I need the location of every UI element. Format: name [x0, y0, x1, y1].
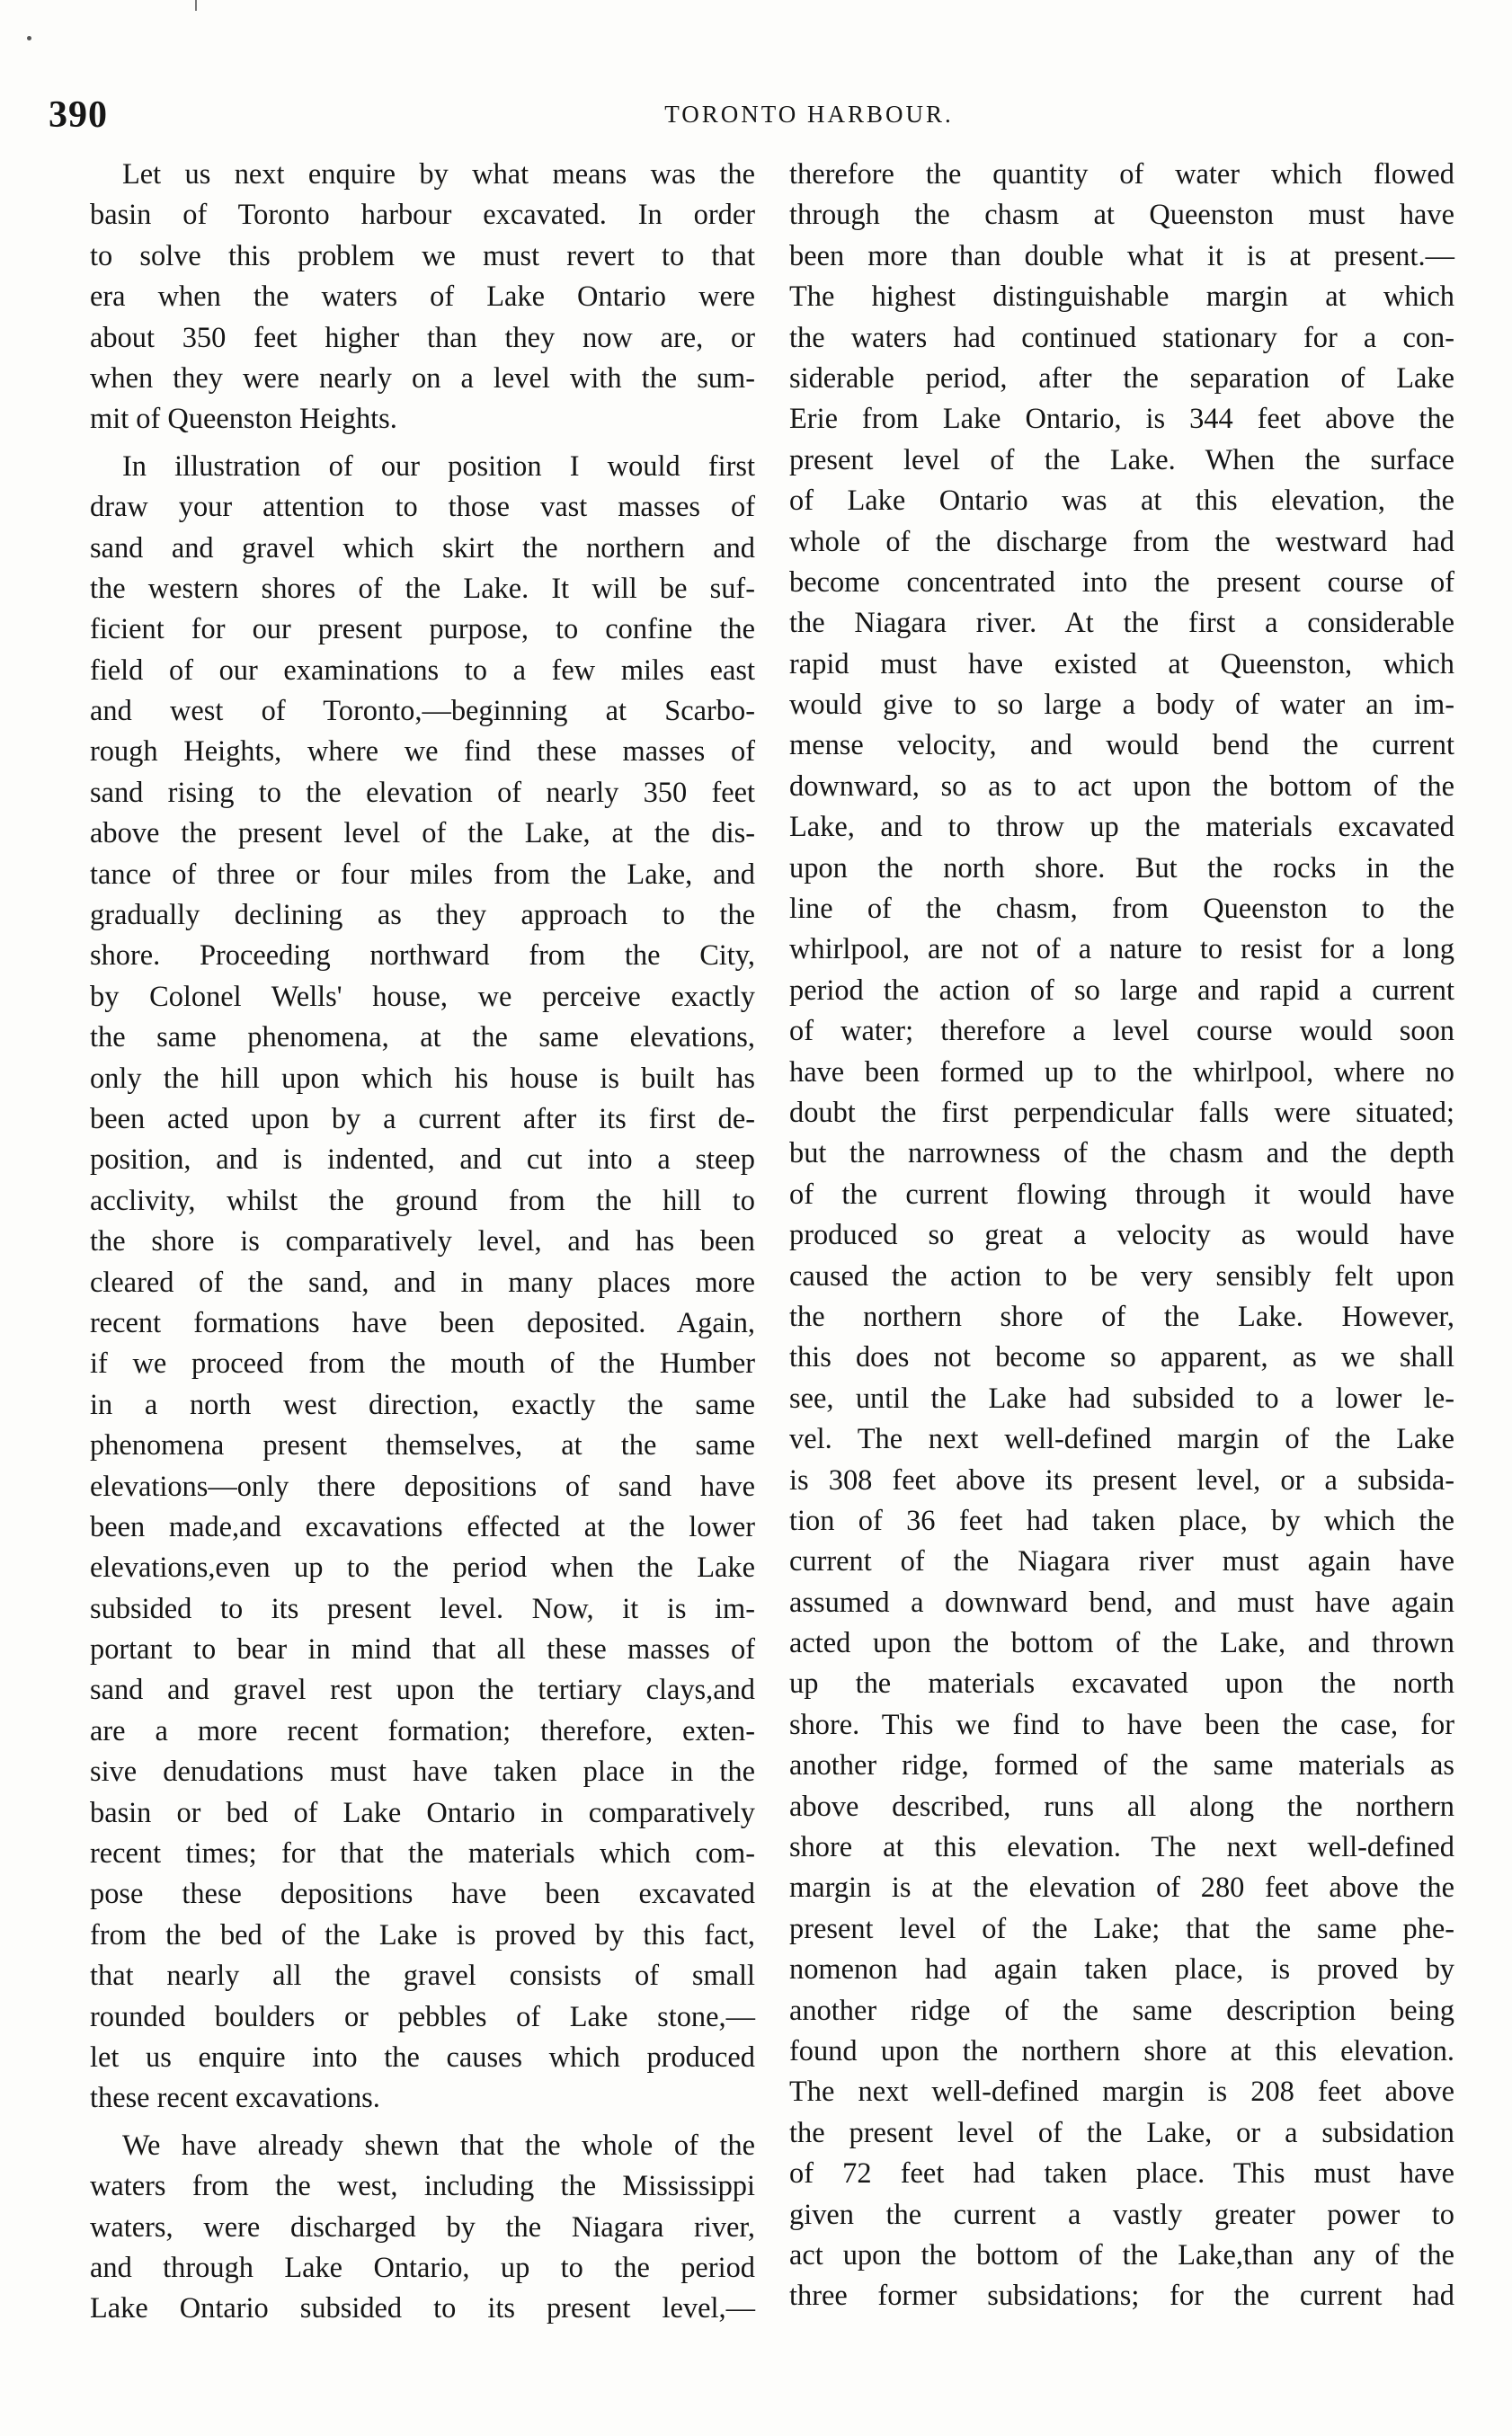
text-line: assumed a downward bend, and must have again: [789, 1586, 1454, 1619]
text-line: let us enquire into the causes which produced: [90, 2040, 755, 2074]
text-line: present level of the Lake; that the same phe-: [789, 1912, 1454, 1945]
text-line: the same phenomena, at the same elevations,: [90, 1021, 755, 1054]
text-line: above the present level of the Lake, at the dis-: [90, 817, 755, 850]
text-line: portant to bear in mind that all these masses of: [90, 1633, 755, 1667]
text-line: to solve this problem we must revert to that: [90, 239, 755, 272]
text-line: The highest distinguishable margin at which: [789, 280, 1454, 314]
text-line: and west of Toronto,—beginning at Scarbo-: [90, 695, 755, 728]
text-line: another ridge of the same description being: [789, 1994, 1454, 2027]
text-line: that nearly all the gravel consists of small: [90, 1960, 755, 1993]
text-line: the western shores of the Lake. It will be suf-: [90, 572, 755, 605]
running-head: TORONTO HARBOUR.: [664, 101, 954, 128]
text-line: basin of Toronto harbour excavated. In order: [90, 199, 755, 232]
text-line: if we proceed from the mouth of the Humber: [90, 1347, 755, 1381]
text-line: period the action of so large and rapid a current: [789, 974, 1454, 1007]
text-line: another ridge, formed of the same materials as: [789, 1749, 1454, 1783]
text-line: recent times; for that the materials which com-: [90, 1837, 755, 1871]
text-line: through the chasm at Queenston must have: [789, 199, 1454, 232]
right-column: [789, 155, 1454, 2317]
text-line: nomenon had again taken place, is proved by: [789, 1953, 1454, 1987]
text-line: therefore the quantity of water which flowed: [789, 158, 1454, 191]
text-line: the present level of the Lake, or a subsidation: [789, 2116, 1454, 2149]
text-line: act upon the bottom of the Lake,than any of the: [789, 2238, 1454, 2272]
text-line: acclivity, whilst the ground from the hill to: [90, 1184, 755, 1217]
text-line: this does not become so apparent, as we shall: [789, 1341, 1454, 1374]
text-line: when they were nearly on a level with the sum-: [90, 361, 755, 395]
text-line: the shore is comparatively level, and has been: [90, 1225, 755, 1258]
text-line: been made,and excavations effected at the lower: [90, 1510, 755, 1543]
text-line: only the hill upon which his house is built has: [90, 1062, 755, 1095]
text-line: line of the chasm, from Queenston to the: [789, 893, 1454, 926]
text-line: the Niagara river. At the first a considerable: [789, 607, 1454, 640]
text-line: become concentrated into the present course of: [789, 565, 1454, 599]
text-line: vel. The next well-defined margin of the Lake: [789, 1423, 1454, 1456]
text-line: gradually declining as they approach to the: [90, 899, 755, 932]
text-line: current of the Niagara river must again have: [789, 1545, 1454, 1578]
text-line: and through Lake Ontario, up to the period: [90, 2251, 755, 2284]
text-line: rough Heights, where we find these masses of: [90, 735, 755, 769]
text-line: waters from the west, including the Mississippi: [90, 2170, 755, 2203]
text-line: Erie from Lake Ontario, is 344 feet above the: [789, 403, 1454, 436]
text-line: Let us next enquire by what means was the: [122, 158, 755, 191]
text-line: position, and is indented, and cut into a steep: [90, 1143, 755, 1177]
text-line: basin or bed of Lake Ontario in comparatively: [90, 1796, 755, 1829]
text-line: pose these depositions have been excavated: [90, 1878, 755, 1911]
text-line: upon the north shore. But the rocks in the: [789, 851, 1454, 885]
text-line: in a north west direction, exactly the same: [90, 1388, 755, 1421]
left-column: [90, 155, 755, 2330]
text-line: draw your attention to those vast masses of: [90, 491, 755, 524]
text-line: would give to so large a body of water an im-: [789, 689, 1454, 722]
text-line: of 72 feet had taken place. This must have: [789, 2157, 1454, 2191]
text-line: caused the action to be very sensibly felt upon: [789, 1259, 1454, 1293]
page-number: 390: [49, 94, 108, 136]
text-line: doubt the first perpendicular falls were situated;: [789, 1096, 1454, 1129]
text-line: shore. Proceeding northward from the City,: [90, 939, 755, 973]
text-line: produced so great a velocity as would have: [789, 1219, 1454, 1252]
text-line: sand rising to the elevation of nearly 350 feet: [90, 776, 755, 809]
text-line: whole of the discharge from the westward had: [789, 525, 1454, 558]
scan-mark: [195, 0, 197, 11]
text-line: sand and gravel rest upon the tertiary clays,and: [90, 1674, 755, 1707]
text-line: is 308 feet above its present level, or a subsida-: [789, 1463, 1454, 1497]
text-line: recent formations have been deposited. Again,: [90, 1306, 755, 1339]
text-line: downward, so as to act upon the bottom of the: [789, 769, 1454, 803]
text-line: mit of Queenston Heights.: [90, 403, 397, 436]
text-line: tance of three or four miles from the Lake, and: [90, 858, 755, 891]
text-line: margin is at the elevation of 280 feet above the: [789, 1871, 1454, 1905]
text-line: these recent excavations.: [90, 2082, 380, 2115]
text-line: whirlpool, are not of a nature to resist for a long: [789, 933, 1454, 966]
text-line: present level of the Lake. When the surface: [789, 443, 1454, 476]
text-line: the northern shore of the Lake. However,: [789, 1300, 1454, 1333]
ink-dot: [27, 36, 31, 40]
text-line: from the bed of the Lake is proved by this fact,: [90, 1918, 755, 1951]
text-line: cleared of the sand, and in many places more: [90, 1266, 755, 1299]
text-line: elevations—only there depositions of sand have: [90, 1470, 755, 1503]
text-line: Lake Ontario subsided to its present level,—: [90, 2292, 755, 2325]
text-line: We have already shewn that the whole of the: [122, 2129, 755, 2162]
text-line: sand and gravel which skirt the northern and: [90, 531, 755, 565]
text-line: have been formed up to the whirlpool, where no: [789, 1055, 1454, 1089]
text-line: found upon the northern shore at this elevation.: [789, 2034, 1454, 2067]
text-line: given the current a vastly greater power to: [789, 2198, 1454, 2231]
text-line: ficient for our present purpose, to confine the: [90, 613, 755, 646]
text-line: by Colonel Wells' house, we perceive exactly: [90, 980, 755, 1013]
text-line: of Lake Ontario was at this elevation, the: [789, 485, 1454, 518]
text-line: of water; therefore a level course would soon: [789, 1015, 1454, 1048]
text-line: three former subsidations; for the current had: [789, 2280, 1454, 2313]
text-line: field of our examinations to a few miles east: [90, 653, 755, 687]
text-line: Lake, and to throw up the materials excavated: [789, 811, 1454, 844]
text-line: up the materials excavated upon the north: [789, 1667, 1454, 1701]
text-line: the waters had continued stationary for a con-: [789, 321, 1454, 354]
text-line: acted upon the bottom of the Lake, and thrown: [789, 1627, 1454, 1660]
text-line: rounded boulders or pebbles of Lake stone,—: [90, 2000, 755, 2033]
text-line: been acted upon by a current after its first de-: [90, 1102, 755, 1135]
text-line: above described, runs all along the northern: [789, 1790, 1454, 1823]
text-line: been more than double what it is at present.—: [789, 239, 1454, 272]
text-line: mense velocity, and would bend the current: [789, 729, 1454, 762]
text-line: subsided to its present level. Now, it is im-: [90, 1592, 755, 1625]
text-line: era when the waters of Lake Ontario were: [90, 280, 755, 314]
text-line: sive denudations must have taken place in the: [90, 1756, 755, 1789]
text-line: The next well-defined margin is 208 feet above: [789, 2076, 1454, 2109]
text-line: are a more recent formation; therefore, exten-: [90, 1714, 755, 1747]
text-line: shore. This we find to have been the case, for: [789, 1708, 1454, 1741]
text-line: tion of 36 feet had taken place, by which the: [789, 1504, 1454, 1537]
text-line: In illustration of our position I would first: [122, 449, 755, 483]
text-line: rapid must have existed at Queenston, which: [789, 647, 1454, 680]
text-line: of the current flowing through it would have: [789, 1178, 1454, 1211]
text-line: waters, were discharged by the Niagara river,: [90, 2210, 755, 2244]
text-line: see, until the Lake had subsided to a lower le-: [789, 1382, 1454, 1415]
text-line: shore at this elevation. The next well-defined: [789, 1831, 1454, 1864]
text-line: phenomena present themselves, at the same: [90, 1429, 755, 1462]
text-line: siderable period, after the separation of Lake: [789, 361, 1454, 395]
text-line: but the narrowness of the chasm and the depth: [789, 1137, 1454, 1170]
text-line: about 350 feet higher than they now are, or: [90, 321, 755, 354]
text-line: elevations,even up to the period when the Lake: [90, 1551, 755, 1585]
